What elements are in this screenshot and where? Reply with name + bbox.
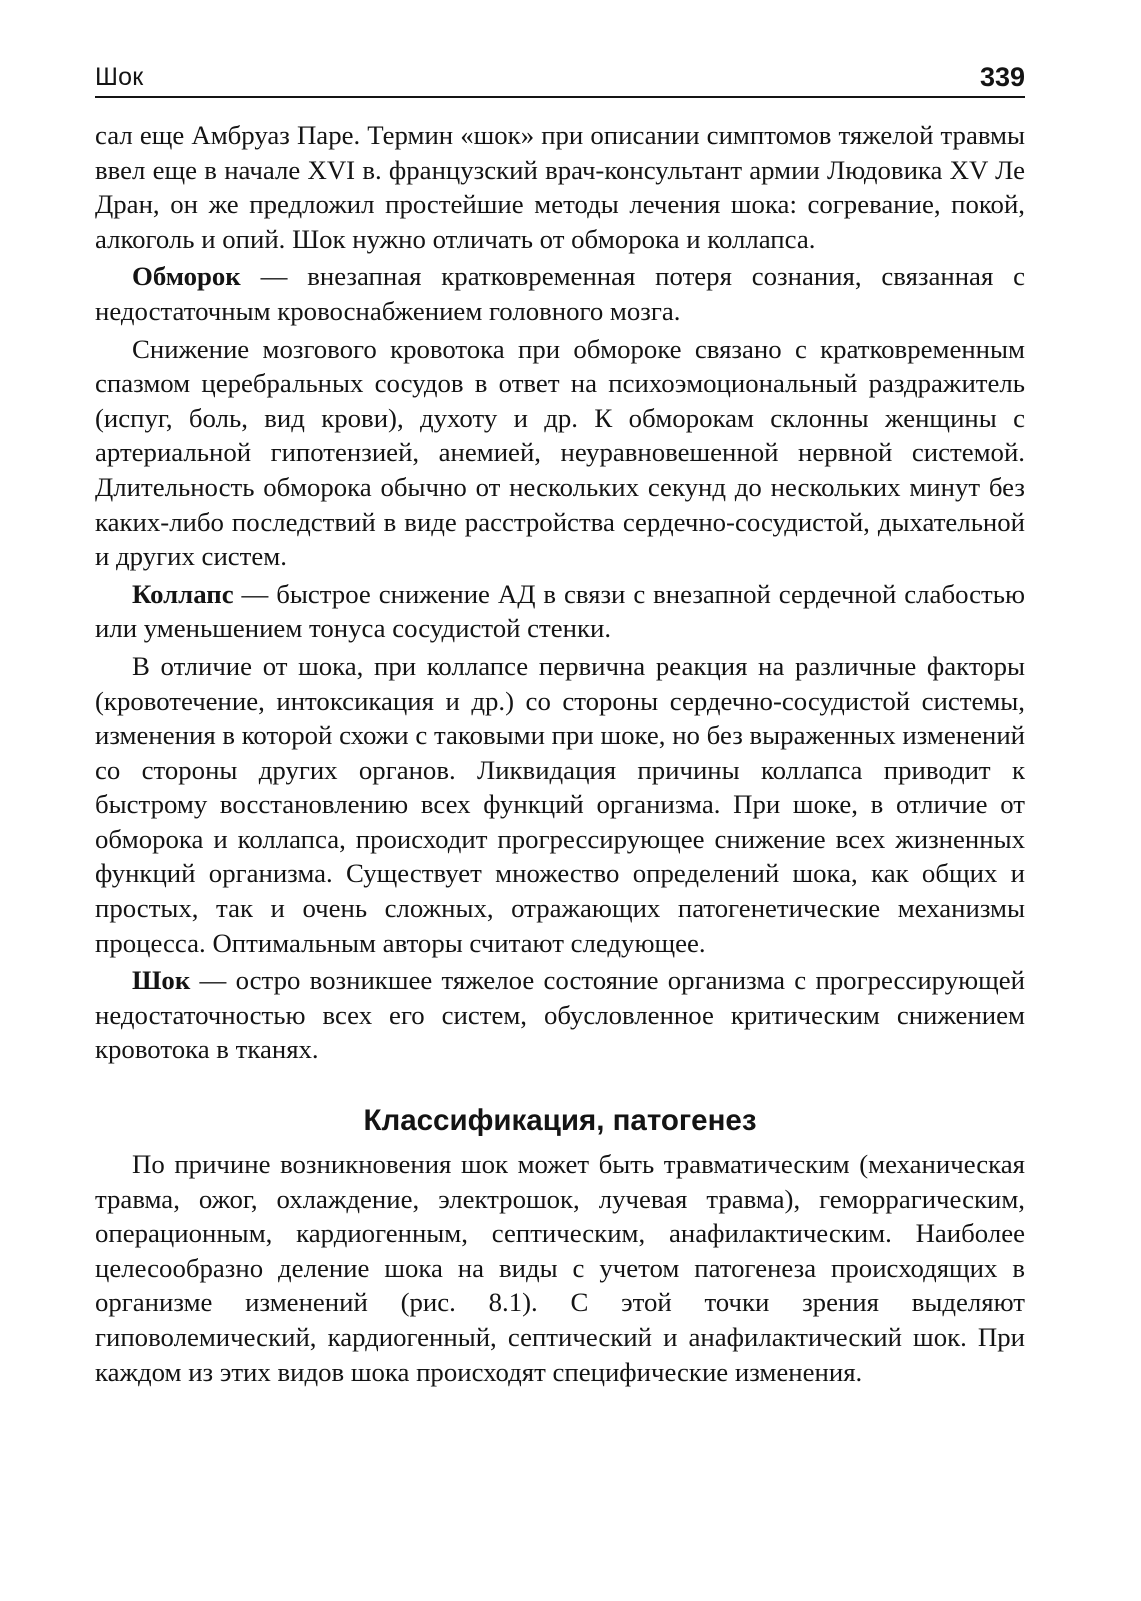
definition-shock — [95, 963, 1025, 1067]
paragraph-classification — [95, 1147, 1025, 1389]
body-text — [95, 118, 1025, 1389]
section-heading: Классификация, патогенез — [363, 1104, 757, 1138]
book-page — [95, 58, 1025, 1389]
paragraph-collapse-details — [95, 649, 1025, 960]
term-shock: Шок — [132, 965, 191, 996]
definition-text: — быстрое снижение АД в связи с внезапной сердечной слабостью или уменьшением тонуса сосудистой стенки. — [95, 578, 1025, 644]
paragraph-text: Снижение мозгового кровотока при обмороке связано с кратковременным спазмом церебральных сосудов в ответ на психоэмоциональный раздражитель (испуг, боль, вид крови), духоту и др. К обморокам склонны женщины с артериальной гипотензией, анемией, неуравновешенной нервной системой. Длительность обморока обычно от нескольких секунд до нескольких минут без каких-либо последствий в виде расстройства сердечно-сосудистой, дыхательной и других систем. — [95, 333, 1025, 572]
running-header — [95, 58, 1025, 98]
paragraph-fainting-details — [95, 332, 1025, 574]
page-number: 339 — [979, 62, 1025, 92]
definition-fainting — [95, 259, 1025, 328]
definition-collapse — [95, 577, 1025, 646]
term-collapse: Коллапс — [132, 578, 234, 609]
paragraph-continued — [95, 118, 1025, 256]
running-title: Шок — [95, 63, 144, 91]
definition-text: — внезапная кратковременная потеря сознания, связанная с недостаточным кровоснабжением головного мозга. — [95, 261, 1025, 326]
paragraph-text: В отличие от шока, при коллапсе первична реакция на различные факторы (кровотечение, интоксикация и др.) со стороны сердечно-сосудистой системы, изменения в которой схожи с таковыми при шоке, но без выраженных изменений со стороны других органов. Ликвидация причины коллапса приводит к быстрому восстановлению всех функций организма. При шоке, в отличие от обморока и коллапса, происходит прогрессирующее снижение всех жизненных функций организма. Существует множество определений шока, как общих и простых, так и очень сложных, отражающих патогенетические механизмы процесса. Оптимальным авторы считают следующее. — [95, 650, 1025, 958]
definition-text: — остро возникшее тяжелое состояние организма с прогрессирующей недостаточностью всех его систем, обусловленное критическим снижением кровотока в тканях. — [95, 965, 1025, 1065]
paragraph-text: По причине возникновения шок может быть травматическим (механическая травма, ожог, охлаждение, электрошок, лучевая травма), геморрагическим, операционным, кардиогенным, септическим, анафилактическим. Наиболее целесообразно деление шока на виды с учетом патогенеза происходящих в организме изменений (рис. 8.1). С этой точки зрения выделяют гиповолемический, кардиогенный, септический и анафилактический шок. При каждом из этих видов шока происходят специфические изменения. — [95, 1149, 1025, 1387]
term-fainting: Обморок — [132, 261, 241, 292]
paragraph-text: сал еще Амбруаз Паре. Термин «шок» при описании симптомов тяжелой травмы ввел еще в начале XVI в. французский врач-консультант армии Людовика XV Ле Дран, он же предложил простейшие методы лечения шока: согревание, покой, алкоголь и опий. Шок нужно отличать от обморока и коллапса. — [95, 120, 1025, 254]
